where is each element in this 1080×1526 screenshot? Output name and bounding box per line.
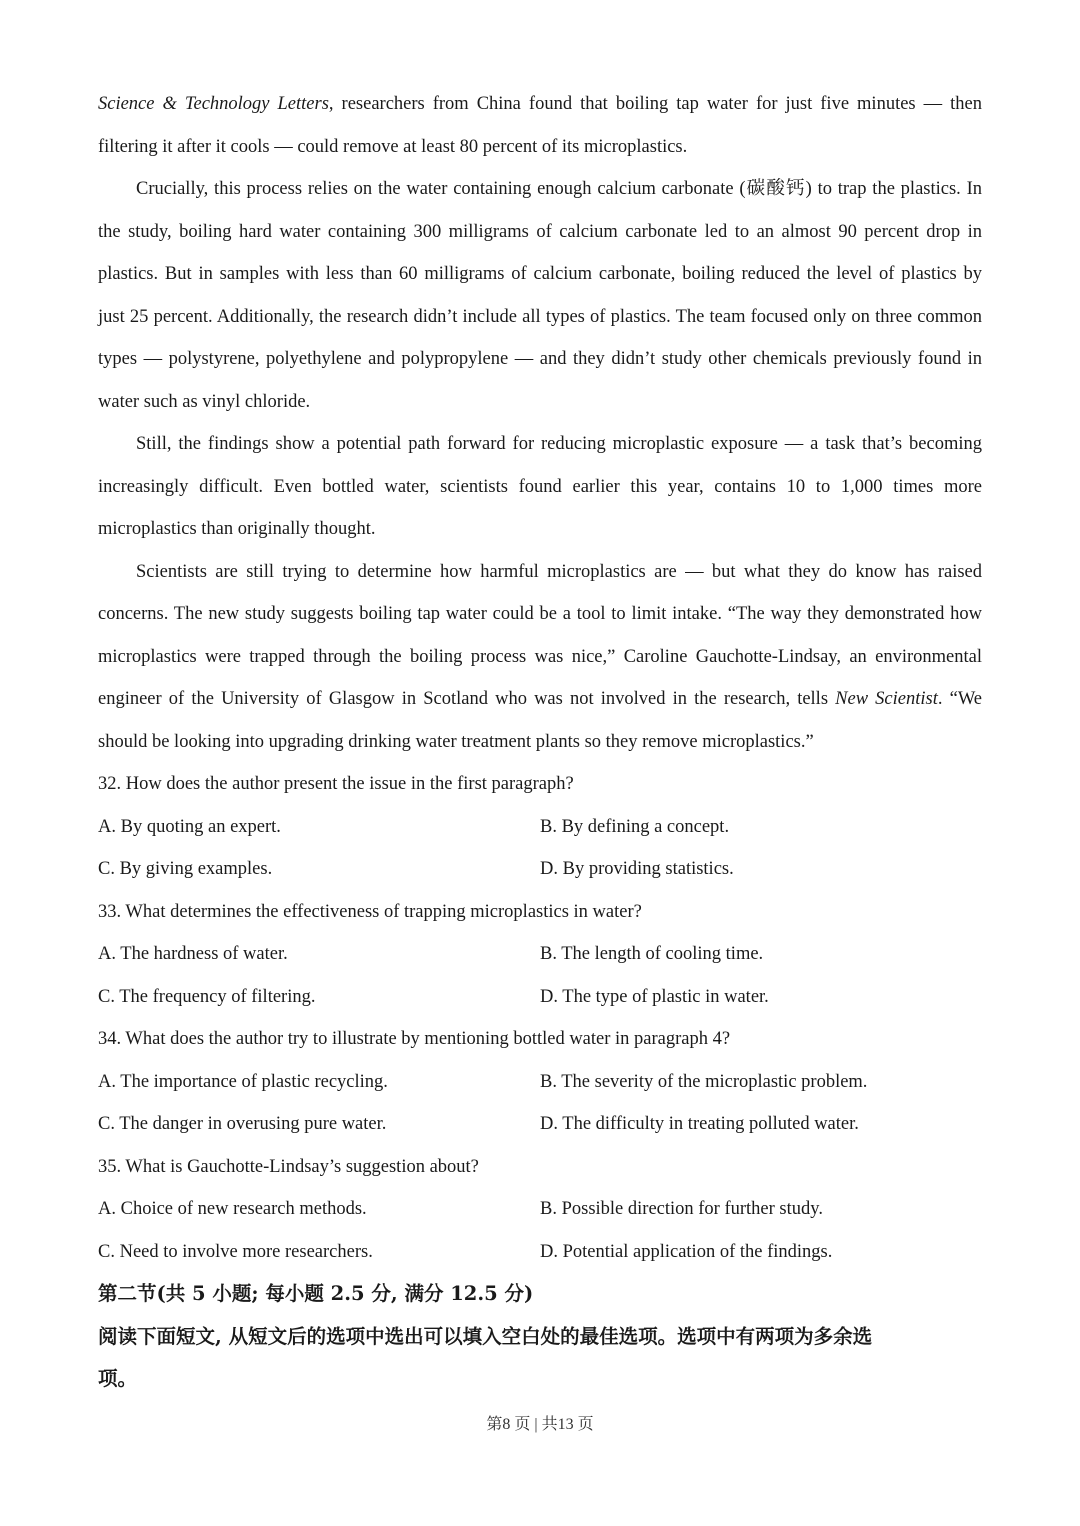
section-instruction-cont: 项。 (98, 1367, 138, 1390)
text-line: water such as vinyl chloride. (98, 391, 311, 412)
option-d: D. By providing statistics. (540, 859, 734, 879)
text-line: plastics. But in samples with less than 60 milligrams of calcium carbonate, boiling reduced the level of plastics by (98, 264, 982, 284)
text-line: just 25 percent. Additionally, the research didn’t include all types of plastics. The team focused only on three common (98, 306, 982, 327)
option-b: B. The severity of the microplastic problem. (540, 1071, 868, 1092)
text-line: concerns. The new study suggests boiling tap water could be a tool to limit intake. “The way they demonstrated how (98, 604, 982, 624)
option-b: B. The length of cooling time. (540, 944, 764, 964)
question-stem: 33. What determines the effectiveness of trapping microplastics in water? (98, 901, 642, 922)
option-c: C. Need to involve more researchers. (98, 1241, 373, 1262)
text-line: Science & Technology Letters, researchers from China found that boiling tap water for just five minutes — then (98, 94, 982, 114)
text-line: the study, boiling hard water containing 300 milligrams of calcium carbonate led to an almost 90 percent drop in (98, 221, 982, 242)
text-line: microplastics were trapped through the boiling process was nice,” Caroline Gauchotte-Lindsay, an environmental (98, 646, 982, 667)
text-line: should be looking into upgrading drinking water treatment plants so they remove microplastics.” (98, 731, 814, 752)
option-a: A. The hardness of water. (98, 944, 288, 964)
option-c: C. The frequency of filtering. (98, 986, 316, 1007)
text-line: Still, the findings show a potential path forward for reducing microplastic exposure — a task that’s becoming (136, 434, 982, 454)
option-d: D. The difficulty in treating polluted water. (540, 1114, 859, 1134)
paragraph-2 (98, 168, 982, 423)
question-stem: 35. What is Gauchotte-Lindsay’s suggestion about? (98, 1156, 479, 1177)
option-b: B. Possible direction for further study. (540, 1199, 823, 1219)
option-d: D. Potential application of the findings. (540, 1241, 833, 1262)
text-line: Scientists are still trying to determine how harmful microplastics are — but what they do know has raised (136, 561, 982, 582)
option-a: A. The importance of plastic recycling. (98, 1071, 388, 1092)
option-c: C. The danger in overusing pure water. (98, 1114, 387, 1134)
option-a: A. By quoting an expert. (98, 816, 281, 837)
question-35 (98, 1146, 982, 1274)
question-34 (98, 1018, 982, 1146)
paragraph-4 (98, 551, 982, 764)
paragraph-1 (98, 83, 982, 168)
text-line: filtering it after it cools — could remove at least 80 percent of its microplastics. (98, 136, 688, 157)
magazine-name: New Scientist (835, 689, 938, 709)
option-c: C. By giving examples. (98, 859, 273, 879)
journal-name: Science & Technology Letters (98, 94, 329, 114)
question-33 (98, 891, 982, 1019)
question-32 (98, 763, 982, 891)
section-instruction: 阅读下面短文, 从短文后的选项中选出可以填入空白处的最佳选项。选项中有两项为多余选 (98, 1324, 873, 1348)
question-stem: 34. What does the author try to illustrate by mentioning bottled water in paragraph 4? (98, 1029, 731, 1049)
option-b: B. By defining a concept. (540, 816, 730, 837)
section-heading: 第二节(共 5 小题; 每小题 2.5 分, 满分 12.5 分) (98, 1282, 534, 1305)
text-line: increasingly difficult. Even bottled water, scientists found earlier this year, contains 10 to 1,000 times more (98, 476, 982, 497)
page-number: 第8 页 | 共13 页 (486, 1416, 594, 1433)
option-a: A. Choice of new research methods. (98, 1199, 367, 1219)
exam-page (98, 83, 982, 1401)
text-line: engineer of the University of Glasgow in Scotland who was not involved in the research, tells New Scientist. “We (98, 689, 983, 709)
question-stem: 32. How does the author present the issue in the first paragraph? (98, 774, 574, 794)
text-line: types — polystyrene, polyethylene and polypropylene — and they didn’t study other chemicals previously found in (98, 349, 982, 369)
text-line: microplastics than originally thought. (98, 519, 376, 539)
option-d: D. The type of plastic in water. (540, 986, 769, 1007)
text-line: Crucially, this process relies on the water containing enough calcium carbonate (碳酸钙) to trap the plastics. In (136, 179, 982, 199)
paragraph-3 (98, 423, 982, 551)
